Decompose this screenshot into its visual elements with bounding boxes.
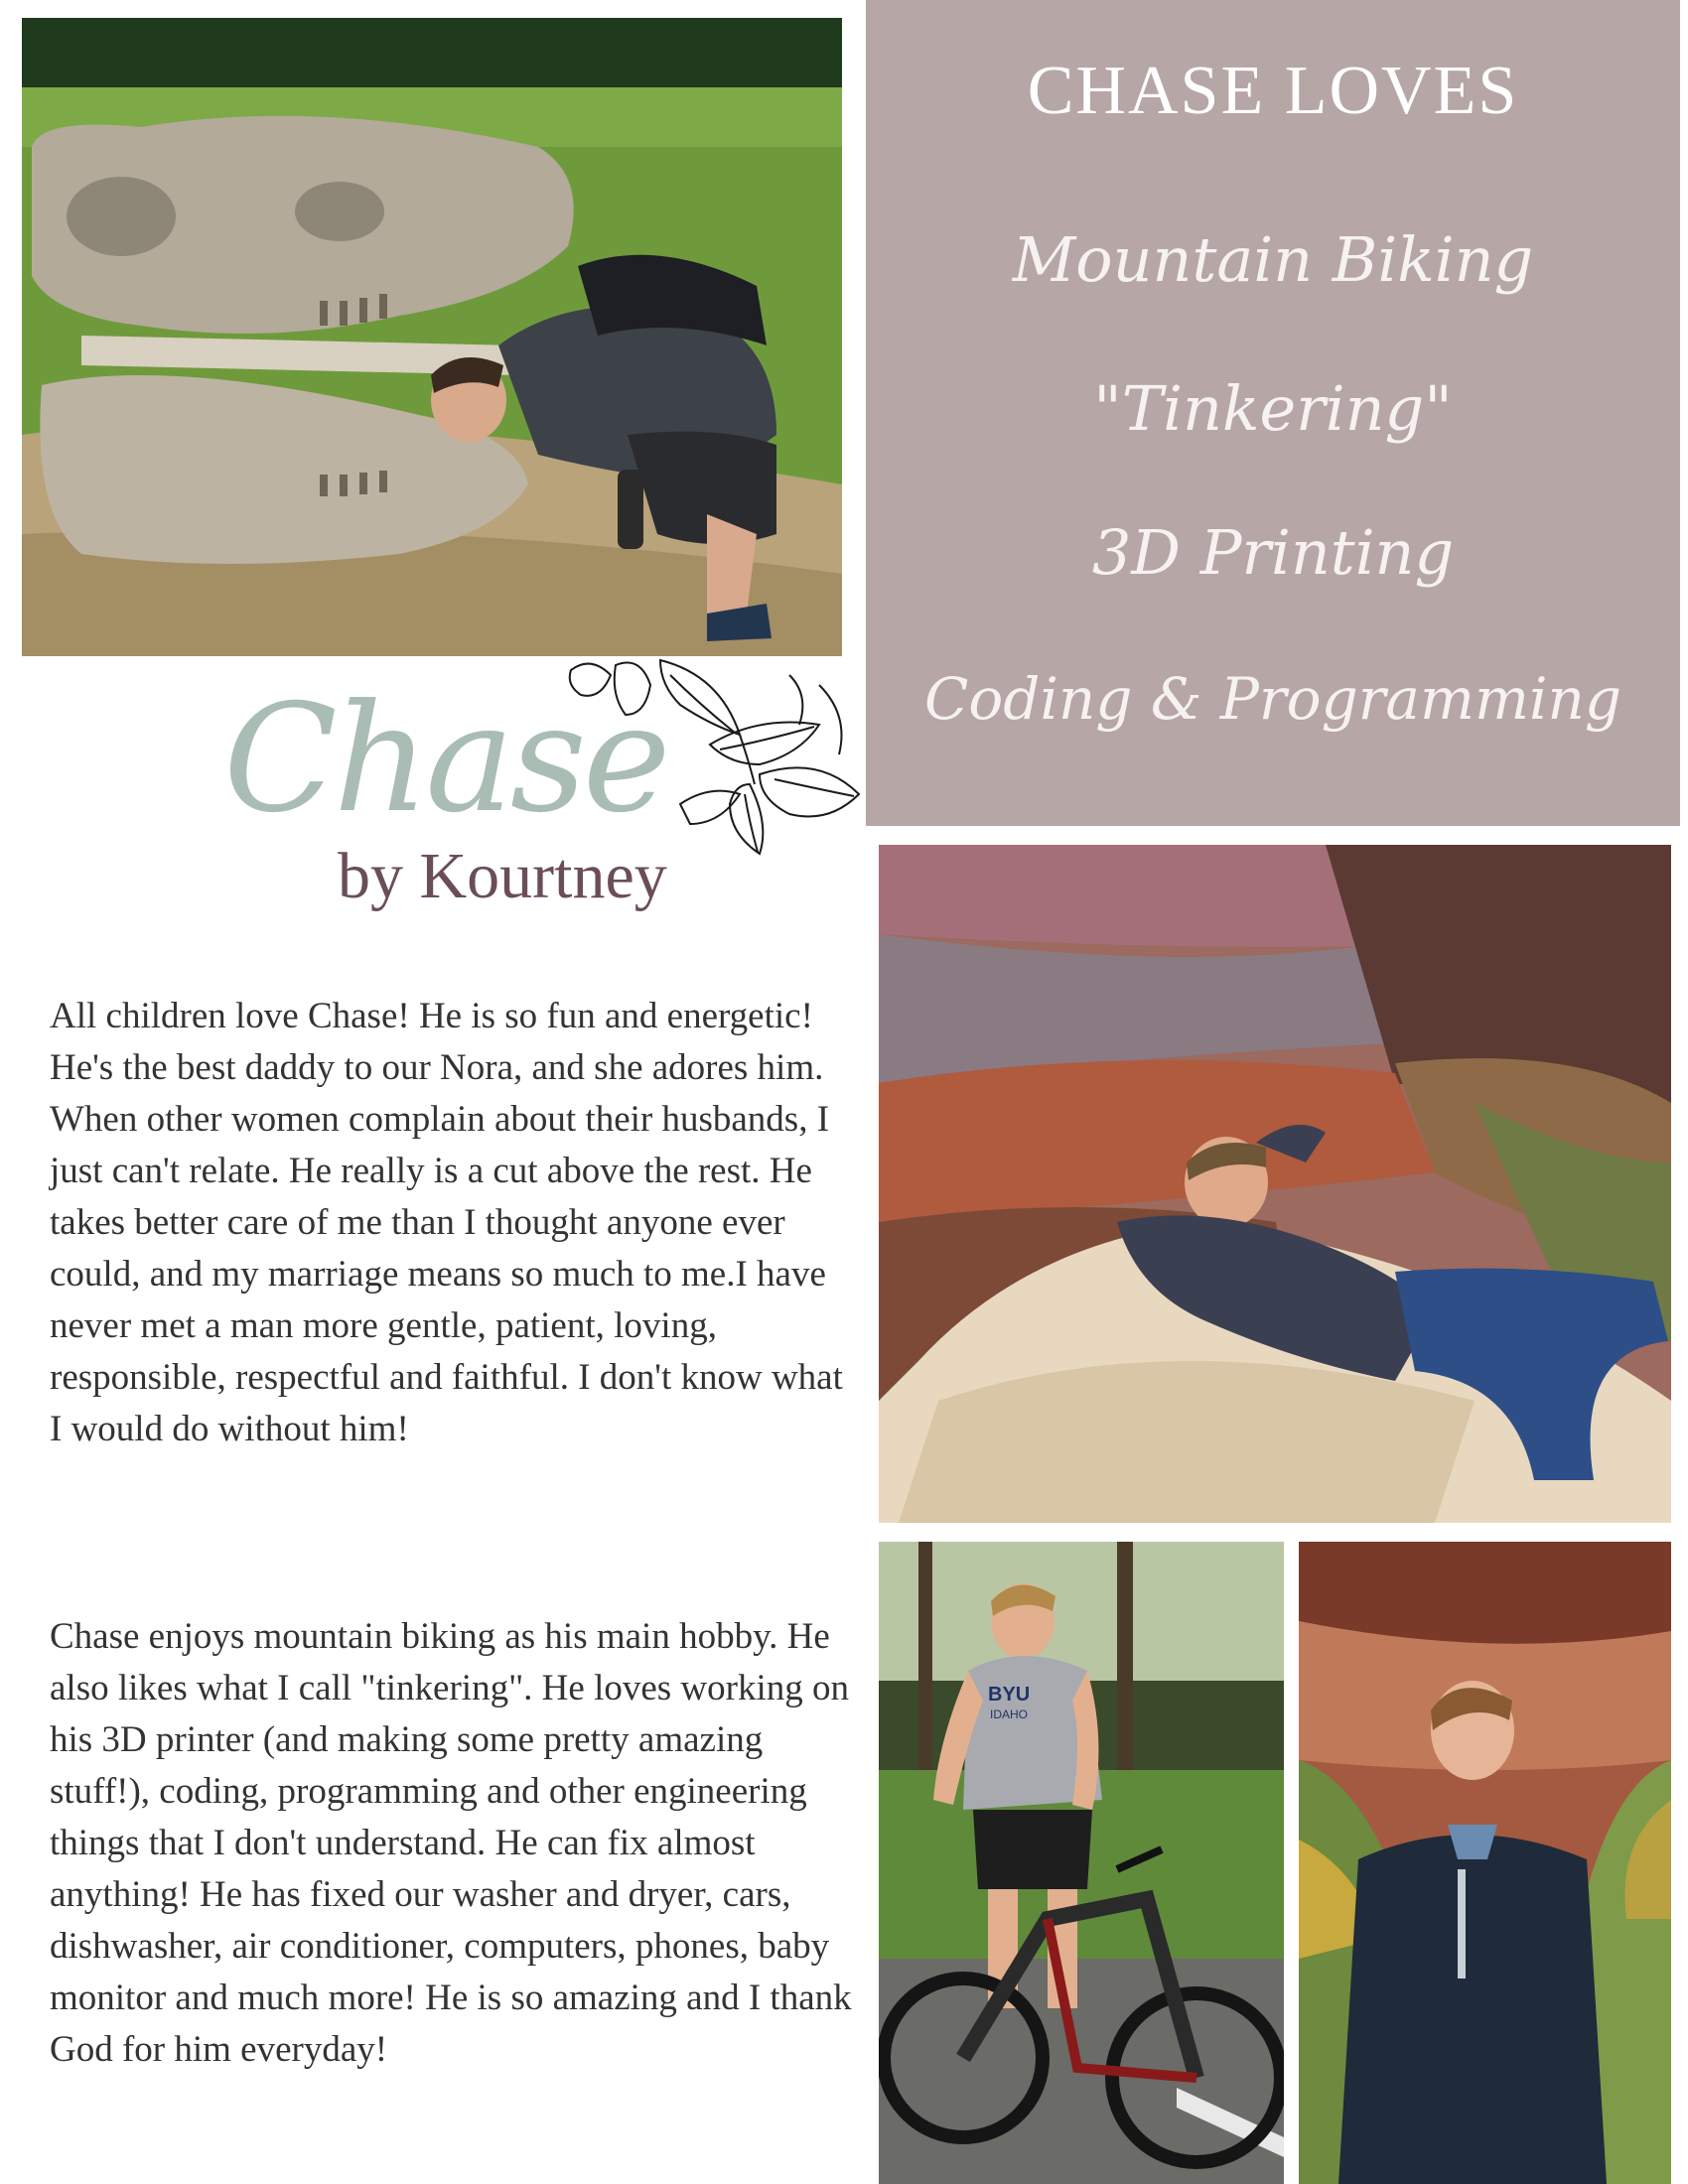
photo-mountain-bike (879, 1542, 1284, 2184)
photo-dinosaur-sculpture (22, 18, 842, 656)
body-paragraph-2: Chase enjoys mountain biking as his main hobby. He also likes what I call "tinkering". He loves working on his 3D printer (and making some pretty amazing stuff!), coding, programming and other engineering things that I don't understand. He can fix almost anything! He has fixed our washer and dryer, cars, dishwasher, air conditioner, computers, phones, baby monitor and much more! He is so amazing and I thank God for him everyday! (50, 1616, 852, 2070)
photo-canyon (879, 845, 1671, 1523)
body-paragraph-1: All children love Chase! He is so fun and energetic! He's the best daddy to our Nora, and she adores him. When other women complain about their husbands, I just can't relate. He really is a cut above the rest. He takes better care of me than I thought anyone ever could, and my marriage means so much to me.I have never met a man more gentle, patient, loving, responsible, respectful and faithful. I don't know what I would do without him! (50, 996, 843, 1449)
shirt-logo-text: BYU (988, 1684, 1031, 1706)
page-title: Chase (223, 673, 667, 846)
loves-title: CHASE LOVES (1027, 53, 1519, 129)
photo-red-rock-wall (1299, 1542, 1671, 2184)
shirt-logo-subtext: IDAHO (990, 1707, 1029, 1721)
loves-item-coding: Coding & Programming (923, 665, 1622, 733)
loves-item-mountain-biking: Mountain Biking (1012, 223, 1534, 296)
loves-item-tinkering: "Tinkering" (1093, 372, 1453, 445)
loves-item-3d-printing: 3D Printing (1091, 516, 1455, 589)
chase-loves-panel (866, 0, 1680, 826)
byline: by Kourtney (338, 840, 667, 912)
